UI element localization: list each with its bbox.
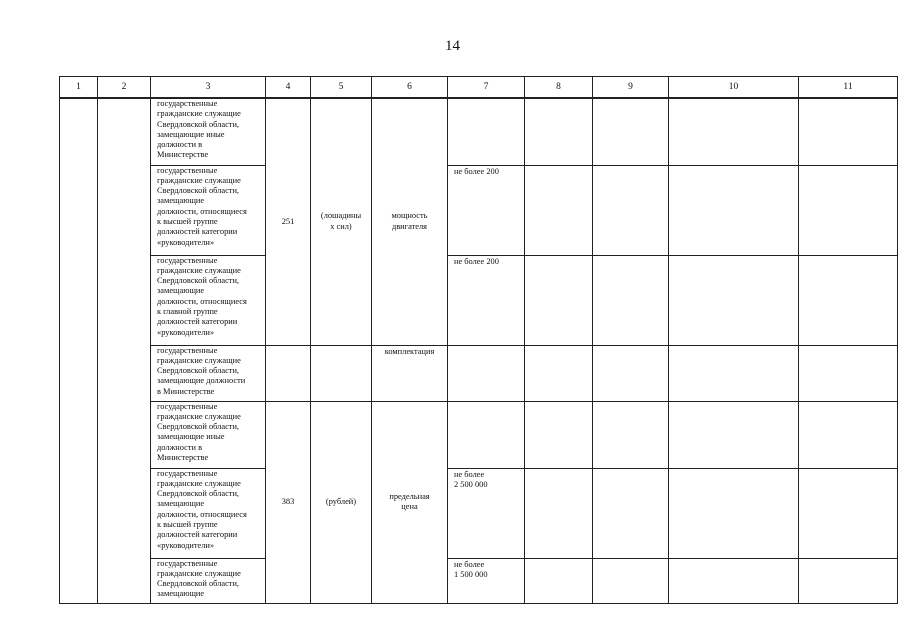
price-code-cell: 383 <box>266 401 311 603</box>
table-row <box>60 165 898 255</box>
cell-col8 <box>525 468 593 558</box>
equipment-characteristic-cell: комплектация <box>372 345 448 401</box>
column-header: 7 <box>448 77 525 99</box>
category-cell: государственные гражданские служащие Свердловской области, замещающие иные должности в Министерстве <box>151 401 266 468</box>
price-characteristic-cell: предельная цена <box>372 401 448 603</box>
cell-col9 <box>593 165 669 255</box>
column-header: 2 <box>98 77 151 99</box>
power-characteristic-cell: мощность двигателя <box>372 98 448 345</box>
category-cell: государственные гражданские служащие Свердловской области, замещающие должности, относящиеся к главной группе должностей категории «руководители» <box>151 255 266 345</box>
cell-col8 <box>525 345 593 401</box>
limit-cell: не более 200 <box>448 165 525 255</box>
limit-cell <box>448 401 525 468</box>
cell-col9 <box>593 401 669 468</box>
table-row <box>60 98 898 165</box>
limit-cell <box>448 345 525 401</box>
category-cell: государственные гражданские служащие Свердловской области, замещающие должности в Министерстве <box>151 345 266 401</box>
cell-col9 <box>593 255 669 345</box>
category-cell: государственные гражданские служащие Свердловской области, замещающие <box>151 558 266 603</box>
cell-col4 <box>266 345 311 401</box>
cell-col9 <box>593 468 669 558</box>
column-header: 11 <box>799 77 898 99</box>
limit-cell: не более 1 500 000 <box>448 558 525 603</box>
cell-col5 <box>311 345 372 401</box>
cell-col10 <box>669 255 799 345</box>
column-header: 1 <box>60 77 98 99</box>
cell-col9 <box>593 558 669 603</box>
table-header-row <box>60 77 898 99</box>
cell-col9 <box>593 345 669 401</box>
cell-col8 <box>525 98 593 165</box>
column-header: 8 <box>525 77 593 99</box>
cell-col10 <box>669 165 799 255</box>
cell-col11 <box>799 255 898 345</box>
column-header: 5 <box>311 77 372 99</box>
power-code-cell: 251 <box>266 98 311 345</box>
cell-col11 <box>799 401 898 468</box>
table-row <box>60 255 898 345</box>
cell-col11 <box>799 345 898 401</box>
cell-col10 <box>669 468 799 558</box>
category-cell: государственные гражданские служащие Свердловской области, замещающие должности, относящиеся к высшей группе должностей категории «руководители» <box>151 468 266 558</box>
cell-col10 <box>669 558 799 603</box>
table-row <box>60 345 898 401</box>
table-row <box>60 401 898 468</box>
table-row <box>60 558 898 603</box>
cell-col8 <box>525 255 593 345</box>
limit-cell <box>448 98 525 165</box>
cell-col11 <box>799 468 898 558</box>
column-header: 3 <box>151 77 266 99</box>
cell-col1 <box>60 98 98 603</box>
cell-col11 <box>799 165 898 255</box>
category-cell: государственные гражданские служащие Свердловской области, замещающие иные должности в Министерстве <box>151 98 266 165</box>
cell-col9 <box>593 98 669 165</box>
table-row <box>60 468 898 558</box>
cell-col10 <box>669 401 799 468</box>
column-header: 9 <box>593 77 669 99</box>
price-unit-cell: (рублей) <box>311 401 372 603</box>
power-unit-cell: (лошадины х сил) <box>311 98 372 345</box>
category-cell: государственные гражданские служащие Свердловской области, замещающие должности, относящиеся к высшей группе должностей категории «руководители» <box>151 165 266 255</box>
cell-col8 <box>525 401 593 468</box>
cell-col11 <box>799 558 898 603</box>
page-number: 14 <box>445 38 460 54</box>
limit-cell: не более 2 500 000 <box>448 468 525 558</box>
cell-col8 <box>525 165 593 255</box>
column-header: 4 <box>266 77 311 99</box>
cell-col10 <box>669 345 799 401</box>
limit-cell: не более 200 <box>448 255 525 345</box>
cell-col2 <box>98 98 151 603</box>
column-header: 10 <box>669 77 799 99</box>
cell-col10 <box>669 98 799 165</box>
column-header: 6 <box>372 77 448 99</box>
characteristics-table <box>59 76 898 604</box>
cell-col11 <box>799 98 898 165</box>
cell-col8 <box>525 558 593 603</box>
